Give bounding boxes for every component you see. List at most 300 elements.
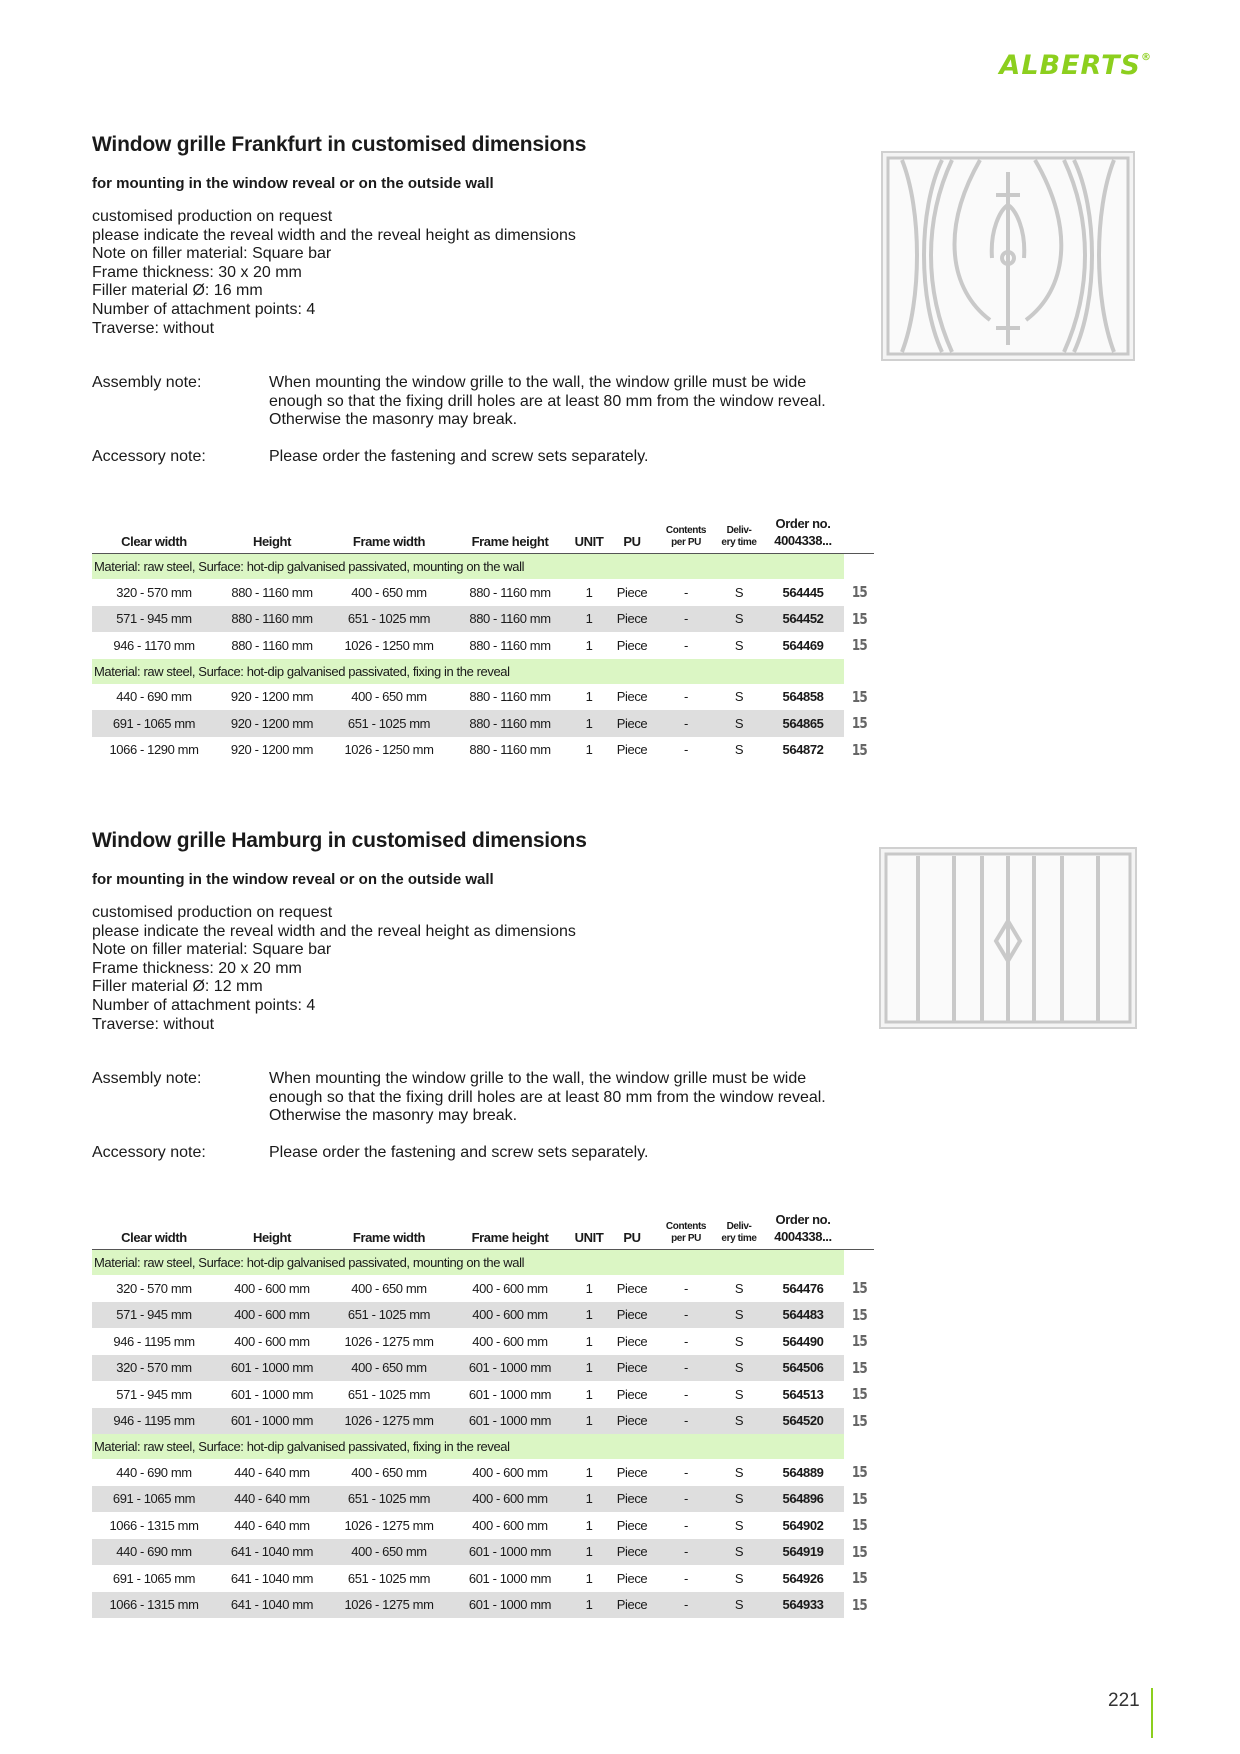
cell-contents: - [656, 710, 716, 737]
table-row [92, 606, 874, 633]
table-row [92, 684, 874, 711]
delivery-badge [844, 1302, 874, 1329]
col-contents-per-pu-line1: Contents [665, 525, 707, 536]
delivery-badge-icon: 15 [851, 1279, 867, 1298]
cell-pu: Piece [608, 1486, 656, 1513]
delivery-badge [844, 710, 874, 737]
cell-order-no: 564445 [782, 584, 824, 600]
cell-contents: - [656, 1302, 716, 1329]
cell-frame-height: 880 - 1160 mm [450, 606, 570, 633]
cell-pu: Piece [616, 1333, 648, 1349]
delivery-badge-icon: 15 [851, 1542, 867, 1561]
cell-frame-width: 651 - 1025 mm [347, 1386, 431, 1402]
delivery-badge-icon: 15 [851, 1516, 867, 1535]
col-contents-per-pu-line2: per PU [671, 1233, 701, 1244]
col-frame-width: Frame width [352, 534, 426, 549]
cell-order-no: 564933 [762, 1592, 844, 1619]
cell-clear-width: 440 - 690 mm [92, 1539, 216, 1566]
spec-item: customised production on request [92, 904, 333, 921]
col-order-no-line2: 4004338... [774, 533, 832, 548]
delivery-badge-icon: 15 [851, 1595, 867, 1614]
cell-clear-width: 1066 - 1315 mm [109, 1517, 199, 1533]
spec-item: Traverse: without [92, 1015, 215, 1033]
col-order-no-line1: Order no. [775, 516, 831, 531]
cell-contents: - [684, 1464, 688, 1480]
cell-order-no: 564902 [782, 1517, 824, 1533]
page-number-rule [1151, 1688, 1153, 1738]
material-row-spacer [844, 659, 874, 684]
table-row [92, 1459, 874, 1486]
delivery-badge-icon: 15 [851, 583, 867, 602]
cell-frame-height: 601 - 1000 mm [450, 1592, 570, 1619]
cell-pu: Piece [608, 710, 656, 737]
product-table [92, 1205, 874, 1618]
header-row [92, 509, 874, 554]
spec-list [92, 208, 1152, 338]
spec-item: Note on filler material: Square bar [92, 245, 332, 263]
material-label: Material: raw steel, Surface: hot-dip galvanised passivated, mounting on the wall [92, 554, 844, 580]
table-row [92, 579, 874, 606]
table-row [92, 1355, 874, 1382]
col-delivery-time-line2: ery time [721, 537, 757, 548]
material-row [92, 659, 874, 684]
cell-order-no: 564896 [762, 1486, 844, 1513]
cell-clear-width: 440 - 690 mm [116, 689, 192, 705]
cell-frame-width: 1026 - 1250 mm [344, 742, 434, 758]
cell-frame-height: 400 - 600 mm [472, 1333, 548, 1349]
cell-frame-width: 651 - 1025 mm [328, 606, 450, 633]
section-hamburg [92, 829, 1152, 1614]
cell-unit: 1 [570, 1302, 608, 1329]
spec-item: customised production on request [92, 208, 333, 225]
delivery-badge [844, 606, 874, 633]
assembly-note [92, 1070, 1152, 1126]
material-row [92, 1250, 874, 1276]
cell-delivery: S [716, 1302, 762, 1329]
col-frame-height: Frame height [471, 1230, 549, 1245]
col-order-no [762, 1205, 844, 1250]
cell-unit: 1 [570, 1592, 608, 1619]
cell-contents: - [684, 742, 688, 758]
cell-frame-width: 651 - 1025 mm [328, 1302, 450, 1329]
cell-unit: 1 [585, 689, 593, 705]
delivery-badge-icon: 15 [851, 1358, 867, 1377]
cell-frame-height: 880 - 1160 mm [469, 742, 551, 758]
assembly-note-label: Assembly note: [92, 374, 202, 392]
table-row [92, 1302, 874, 1329]
cell-clear-width: 691 - 1065 mm [112, 1570, 196, 1586]
spec-item: Frame thickness: 30 x 20 mm [92, 263, 302, 281]
cell-frame-width: 1026 - 1275 mm [344, 1517, 434, 1533]
cell-height: 920 - 1200 mm [216, 710, 328, 737]
assembly-note-text: When mounting the window grille to the wall, the window grille must be wide enough so that the fixing drill holes are at least 80 mm from the window reveal. Otherwise the masonry may break. [269, 1070, 826, 1125]
col-contents-per-pu [656, 1205, 716, 1250]
material-label: Material: raw steel, Surface: hot-dip galvanised passivated, fixing in the reveal [92, 659, 844, 684]
cell-frame-width: 1026 - 1250 mm [344, 637, 434, 653]
cell-order-no: 564506 [762, 1355, 844, 1382]
cell-pu: Piece [608, 606, 656, 633]
cell-order-no: 564520 [762, 1408, 844, 1435]
cell-contents: - [684, 1386, 688, 1402]
table-body [92, 1250, 874, 1619]
spec-item: Number of attachment points: 4 [92, 300, 316, 318]
cell-delivery: S [716, 1408, 762, 1435]
col-contents-per-pu [656, 509, 716, 554]
cell-pu: Piece [616, 1280, 648, 1296]
cell-pu: Piece [616, 1517, 648, 1533]
cell-contents: - [656, 1592, 716, 1619]
cell-order-no: 564919 [762, 1539, 844, 1566]
cell-delivery: S [716, 1592, 762, 1619]
cell-frame-height: 880 - 1160 mm [450, 710, 570, 737]
cell-height: 920 - 1200 mm [230, 689, 314, 705]
cell-frame-height: 880 - 1160 mm [469, 689, 551, 705]
spec-item: Filler material Ø: 12 mm [92, 978, 263, 996]
brand-registered-mark: ® [1141, 52, 1152, 63]
cell-frame-width: 400 - 650 mm [351, 689, 427, 705]
table-row [92, 1381, 874, 1408]
cell-pu: Piece [616, 1386, 648, 1402]
cell-contents: - [684, 689, 688, 705]
cell-order-no: 564889 [782, 1464, 824, 1480]
cell-contents: - [684, 637, 688, 653]
spec-item: Filler material Ø: 16 mm [92, 282, 263, 300]
col-order-no-line2: 4004338... [774, 1229, 832, 1244]
cell-contents: - [656, 1539, 716, 1566]
cell-frame-height: 880 - 1160 mm [469, 637, 551, 653]
cell-frame-height: 400 - 600 mm [472, 1464, 548, 1480]
cell-delivery: S [734, 742, 744, 758]
accessory-note-label: Accessory note: [92, 447, 206, 465]
assembly-note-label: Assembly note: [92, 1070, 202, 1088]
cell-unit: 1 [570, 1539, 608, 1566]
delivery-badge-icon: 15 [851, 636, 867, 655]
col-height: Height [252, 534, 292, 549]
brand-name: ALBERTS [999, 50, 1141, 81]
col-clear-width: Clear width [121, 1230, 187, 1245]
cell-frame-height: 400 - 600 mm [450, 1302, 570, 1329]
cell-frame-height: 601 - 1000 mm [450, 1355, 570, 1382]
cell-contents: - [684, 1280, 688, 1296]
cell-delivery: S [734, 1280, 744, 1296]
cell-delivery: S [716, 1486, 762, 1513]
cell-unit: 1 [585, 1280, 593, 1296]
cell-frame-width: 400 - 650 mm [351, 1464, 427, 1480]
delivery-badge-icon: 15 [851, 1332, 867, 1351]
col-frame-width: Frame width [352, 1230, 426, 1245]
cell-pu: Piece [608, 1408, 656, 1435]
cell-clear-width: 320 - 570 mm [116, 584, 192, 600]
cell-height: 601 - 1000 mm [230, 1386, 314, 1402]
cell-clear-width: 691 - 1065 mm [92, 1486, 216, 1513]
cell-frame-width: 400 - 650 mm [328, 1539, 450, 1566]
cell-order-no: 564483 [762, 1302, 844, 1329]
cell-height: 880 - 1160 mm [216, 606, 328, 633]
cell-frame-height: 601 - 1000 mm [468, 1570, 552, 1586]
cell-clear-width: 440 - 690 mm [116, 1464, 192, 1480]
delivery-badge-icon: 15 [851, 714, 867, 733]
col-frame-height: Frame height [471, 534, 549, 549]
cell-delivery: S [734, 689, 744, 705]
cell-frame-width: 400 - 650 mm [351, 1280, 427, 1296]
delivery-badge [844, 1592, 874, 1619]
col-badge [844, 1205, 874, 1250]
cell-clear-width: 946 - 1170 mm [113, 637, 195, 653]
cell-delivery: S [734, 1464, 744, 1480]
delivery-badge [844, 632, 874, 659]
cell-unit: 1 [585, 1464, 593, 1480]
table-row [92, 1539, 874, 1566]
cell-delivery: S [716, 710, 762, 737]
page-number: 221 [1108, 1690, 1140, 1711]
delivery-badge [844, 1408, 874, 1435]
section-subtitle: for mounting in the window reveal or on the outside wall [92, 871, 494, 888]
cell-height: 400 - 600 mm [216, 1302, 328, 1329]
spec-item: Frame thickness: 20 x 20 mm [92, 959, 302, 977]
material-label: Material: raw steel, Surface: hot-dip galvanised passivated, mounting on the wall [92, 1250, 844, 1276]
cell-pu: Piece [608, 1592, 656, 1619]
cell-frame-height: 601 - 1000 mm [450, 1539, 570, 1566]
section-subtitle: for mounting in the window reveal or on the outside wall [92, 175, 494, 192]
cell-frame-height: 601 - 1000 mm [450, 1408, 570, 1435]
material-row-spacer [844, 554, 874, 580]
col-pu: PU [623, 1230, 641, 1245]
delivery-badge [844, 1512, 874, 1539]
cell-order-no: 564476 [782, 1280, 824, 1296]
spec-item: please indicate the reveal width and the reveal height as dimensions [92, 922, 576, 940]
assembly-note-text: When mounting the window grille to the wall, the window grille must be wide enough so that the fixing drill holes are at least 80 mm from the window reveal. Otherwise the masonry may break. [269, 374, 826, 429]
cell-delivery: S [716, 606, 762, 633]
table-header [92, 1205, 874, 1250]
assembly-note [92, 374, 1152, 430]
cell-order-no: 564513 [782, 1386, 824, 1402]
delivery-badge [844, 579, 874, 606]
col-delivery-time-line1: Deliv- [726, 525, 752, 536]
cell-clear-width: 691 - 1065 mm [92, 710, 216, 737]
cell-frame-width: 651 - 1025 mm [328, 1486, 450, 1513]
cell-height: 440 - 640 mm [234, 1464, 310, 1480]
cell-clear-width: 1066 - 1315 mm [92, 1592, 216, 1619]
delivery-badge-icon: 15 [851, 1489, 867, 1508]
spec-list [92, 904, 1152, 1034]
cell-clear-width: 946 - 1195 mm [113, 1333, 195, 1349]
cell-order-no: 564490 [782, 1333, 824, 1349]
cell-contents: - [684, 1517, 688, 1533]
delivery-badge-icon: 15 [851, 1463, 867, 1482]
col-unit: UNIT [574, 1230, 604, 1245]
col-contents-per-pu-line1: Contents [665, 1221, 707, 1232]
product-table [92, 509, 874, 763]
accessory-note-text: Please order the fastening and screw sets separately. [269, 447, 649, 465]
cell-contents: - [656, 1486, 716, 1513]
cell-frame-width: 1026 - 1275 mm [328, 1592, 450, 1619]
cell-unit: 1 [570, 710, 608, 737]
cell-frame-width: 651 - 1025 mm [328, 710, 450, 737]
accessory-note [92, 1144, 1152, 1163]
cell-frame-height: 400 - 600 mm [472, 1280, 548, 1296]
section-frankfurt [92, 133, 1152, 759]
table-row [92, 1565, 874, 1592]
cell-pu: Piece [608, 1539, 656, 1566]
delivery-badge [844, 1355, 874, 1382]
accessory-note-label: Accessory note: [92, 1143, 206, 1161]
cell-unit: 1 [585, 1517, 593, 1533]
cell-frame-height: 880 - 1160 mm [469, 584, 551, 600]
col-pu: PU [623, 534, 641, 549]
cell-unit: 1 [570, 1355, 608, 1382]
cell-height: 880 - 1160 mm [231, 637, 313, 653]
material-row [92, 554, 874, 580]
cell-clear-width: 320 - 570 mm [116, 1280, 192, 1296]
cell-height: 601 - 1000 mm [216, 1355, 328, 1382]
header-row [92, 1205, 874, 1250]
cell-frame-height: 400 - 600 mm [472, 1517, 548, 1533]
delivery-badge [844, 1459, 874, 1486]
cell-height: 880 - 1160 mm [231, 584, 313, 600]
section-title: Window grille Frankfurt in customised dimensions [92, 133, 587, 156]
cell-height: 641 - 1040 mm [216, 1539, 328, 1566]
cell-pu: Piece [616, 584, 648, 600]
cell-order-no: 564858 [782, 689, 824, 705]
table-row [92, 632, 874, 659]
cell-clear-width: 571 - 945 mm [92, 606, 216, 633]
cell-height: 641 - 1040 mm [230, 1570, 314, 1586]
table-row [92, 737, 874, 764]
cell-order-no: 564865 [762, 710, 844, 737]
cell-delivery: S [734, 1333, 744, 1349]
delivery-badge-icon: 15 [851, 740, 867, 759]
col-delivery-time [716, 509, 762, 554]
delivery-badge [844, 684, 874, 711]
table-row [92, 710, 874, 737]
cell-height: 440 - 640 mm [216, 1486, 328, 1513]
cell-height: 400 - 600 mm [234, 1280, 310, 1296]
cell-pu: Piece [616, 689, 648, 705]
cell-height: 440 - 640 mm [234, 1517, 310, 1533]
delivery-badge [844, 1381, 874, 1408]
cell-delivery: S [716, 1539, 762, 1566]
cell-pu: Piece [608, 1355, 656, 1382]
cell-unit: 1 [585, 1386, 593, 1402]
table-header [92, 509, 874, 554]
cell-order-no: 564926 [782, 1570, 824, 1586]
cell-clear-width: 320 - 570 mm [92, 1355, 216, 1382]
material-label: Material: raw steel, Surface: hot-dip galvanised passivated, fixing in the reveal [92, 1434, 844, 1459]
col-order-no [762, 509, 844, 554]
cell-clear-width: 946 - 1195 mm [92, 1408, 216, 1435]
col-delivery-time-line2: ery time [721, 1233, 757, 1244]
cell-height: 920 - 1200 mm [230, 742, 314, 758]
col-contents-per-pu-line2: per PU [671, 537, 701, 548]
table-row [92, 1512, 874, 1539]
cell-unit: 1 [585, 637, 593, 653]
cell-order-no: 564872 [782, 742, 824, 758]
table-row [92, 1592, 874, 1619]
delivery-badge [844, 1486, 874, 1513]
cell-contents: - [656, 1408, 716, 1435]
cell-delivery: S [734, 1517, 744, 1533]
table-body [92, 554, 874, 764]
cell-clear-width: 571 - 945 mm [92, 1302, 216, 1329]
cell-unit: 1 [570, 1486, 608, 1513]
cell-unit: 1 [570, 606, 608, 633]
accessory-note-text: Please order the fastening and screw sets separately. [269, 1143, 649, 1161]
cell-delivery: S [716, 1355, 762, 1382]
table-row [92, 1275, 874, 1302]
cell-contents: - [656, 1355, 716, 1382]
brand-logo [999, 50, 1152, 81]
col-clear-width: Clear width [121, 534, 187, 549]
cell-delivery: S [734, 584, 744, 600]
cell-pu: Piece [616, 637, 648, 653]
cell-unit: 1 [585, 1333, 593, 1349]
cell-pu: Piece [616, 742, 648, 758]
material-row [92, 1434, 874, 1459]
cell-delivery: S [734, 1570, 744, 1586]
delivery-badge [844, 1539, 874, 1566]
material-row-spacer [844, 1250, 874, 1276]
delivery-badge [844, 1565, 874, 1592]
delivery-badge [844, 1275, 874, 1302]
delivery-badge-icon: 15 [851, 1385, 867, 1404]
cell-contents: - [684, 584, 688, 600]
cell-height: 641 - 1040 mm [216, 1592, 328, 1619]
cell-pu: Piece [608, 1302, 656, 1329]
cell-frame-height: 601 - 1000 mm [468, 1386, 552, 1402]
cell-contents: - [684, 1570, 688, 1586]
col-order-no-line1: Order no. [775, 1212, 831, 1227]
cell-delivery: S [734, 1386, 744, 1402]
cell-pu: Piece [616, 1464, 648, 1480]
delivery-badge-icon: 15 [851, 1411, 867, 1430]
cell-frame-height: 400 - 600 mm [450, 1486, 570, 1513]
col-delivery-time-line1: Deliv- [726, 1221, 752, 1232]
delivery-badge-icon: 15 [851, 1305, 867, 1324]
cell-contents: - [656, 606, 716, 633]
accessory-note [92, 448, 1152, 467]
cell-unit: 1 [585, 742, 593, 758]
delivery-badge [844, 1328, 874, 1355]
spec-item: Note on filler material: Square bar [92, 941, 332, 959]
col-unit: UNIT [574, 534, 604, 549]
cell-frame-width: 1026 - 1275 mm [344, 1333, 434, 1349]
cell-frame-width: 400 - 650 mm [351, 584, 427, 600]
cell-frame-width: 400 - 650 mm [328, 1355, 450, 1382]
cell-clear-width: 571 - 945 mm [116, 1386, 192, 1402]
section-title: Window grille Hamburg in customised dimensions [92, 829, 587, 852]
col-height: Height [252, 1230, 292, 1245]
delivery-badge-icon: 15 [851, 609, 867, 628]
cell-order-no: 564469 [782, 637, 824, 653]
table-row [92, 1486, 874, 1513]
cell-pu: Piece [616, 1570, 648, 1586]
cell-unit: 1 [570, 1408, 608, 1435]
delivery-badge-icon: 15 [851, 687, 867, 706]
spec-item: Number of attachment points: 4 [92, 996, 316, 1014]
cell-frame-width: 1026 - 1275 mm [328, 1408, 450, 1435]
table-row [92, 1328, 874, 1355]
delivery-badge [844, 737, 874, 764]
material-row-spacer [844, 1434, 874, 1459]
cell-unit: 1 [585, 1570, 593, 1586]
cell-delivery: S [734, 637, 744, 653]
spec-item: Traverse: without [92, 319, 215, 337]
delivery-badge-icon: 15 [851, 1569, 867, 1588]
col-delivery-time [716, 1205, 762, 1250]
cell-frame-width: 651 - 1025 mm [347, 1570, 431, 1586]
cell-unit: 1 [585, 584, 593, 600]
spec-item: please indicate the reveal width and the reveal height as dimensions [92, 226, 576, 244]
